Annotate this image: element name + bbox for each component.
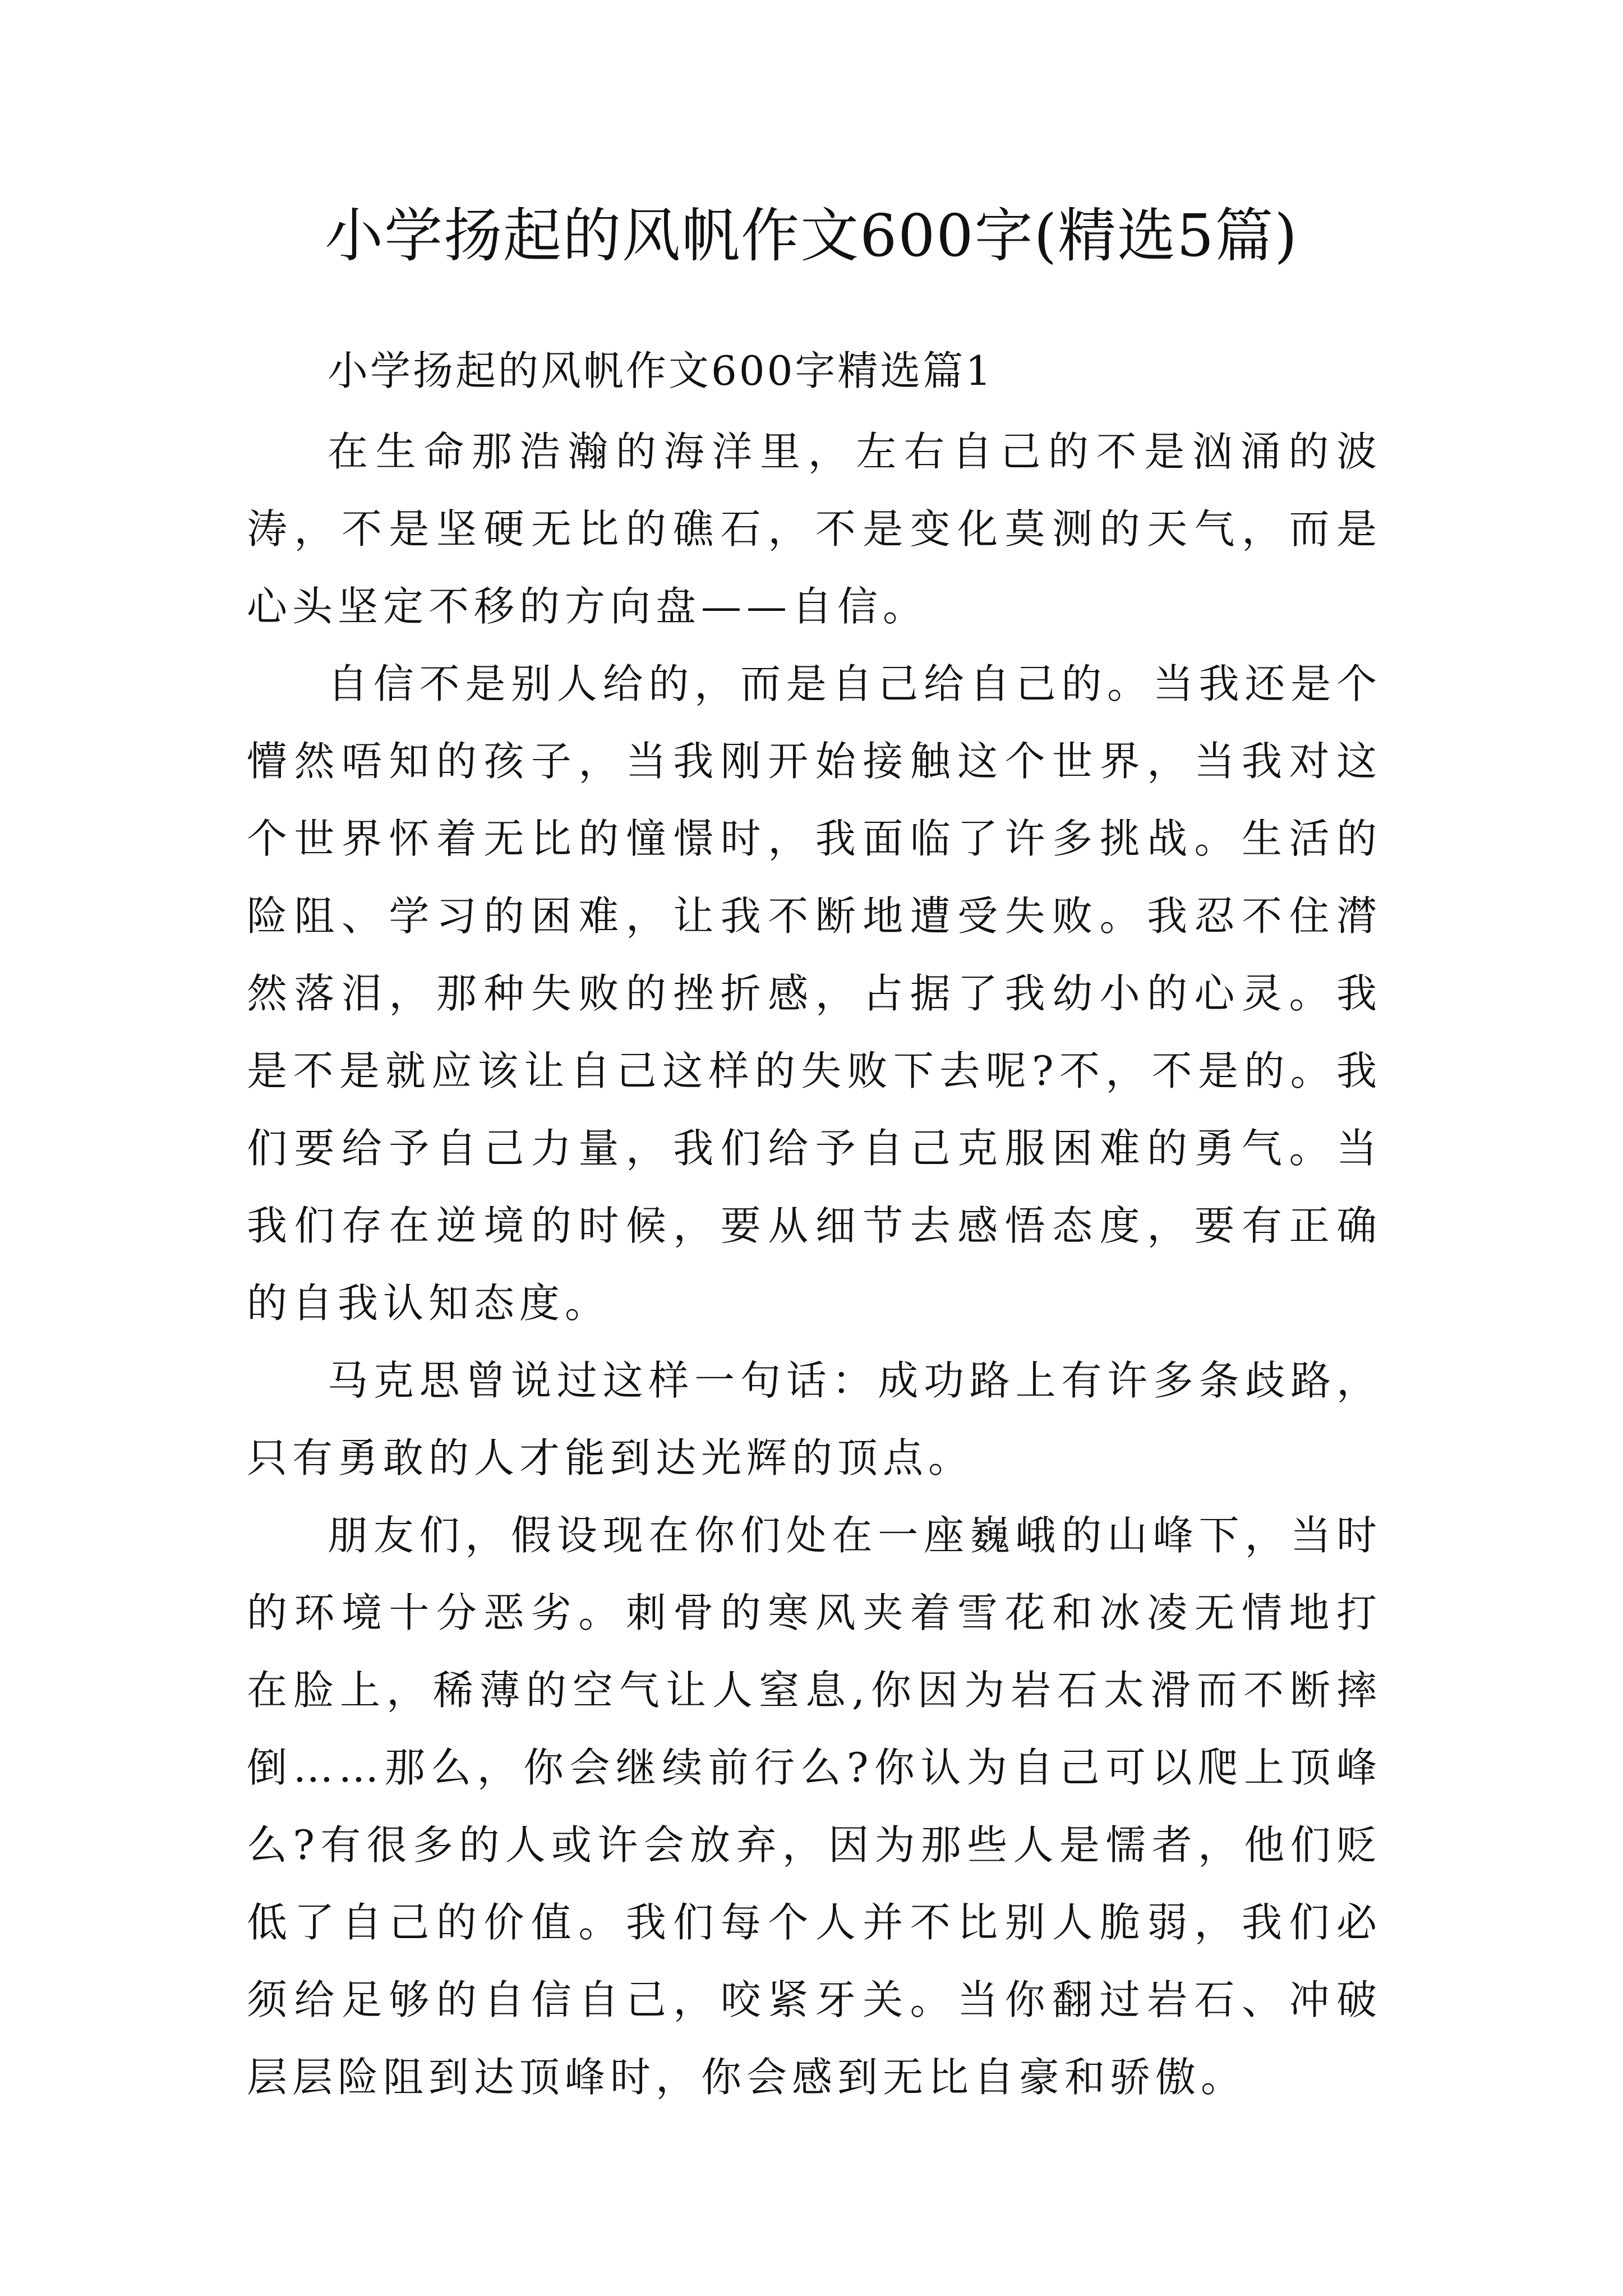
paragraph: 朋友们，假设现在你们处在一座巍峨的山峰下，当时的环境十分恶劣。刺骨的寒风夹着雪花和冰凌无情地打在脸上，稀薄的空气让人窒息,你因为岩石太滑而不断摔倒……那么，你会继续前行么?你认为自己可以爬上顶峰么?有很多的人或许会放弃，因为那些人是懦者，他们贬低了自己的价值。我们每个人并不比别人脆弱，我们必须给足够的自信自己，咬紧牙关。当你翻过岩石、冲破层层险阻到达顶峰时，你会感到无比自豪和骄傲。 [247, 1512, 1382, 2101]
document-title: 小学扬起的风帆作文600字(精选5篇) [325, 201, 1298, 270]
paragraph: 自信不是别人给的，而是自己给自己的。当我还是个懵然唔知的孩子，当我刚开始接触这个世界，当我对这个世界怀着无比的憧憬时，我面临了许多挑战。生活的险阻、学习的困难，让我不断地遭受失败。我忍不住潸然落泪，那种失败的挫折感，占据了我幼小的心灵。我是不是就应该让自己这样的失败下去呢?不，不是的。我们要给予自己力量，我们给予自己克服困难的勇气。当我们存在逆境的时候，要从细节去感悟态度，要有正确的自我认知态度。 [247, 660, 1382, 1327]
section-heading: 小学扬起的风帆作文600字精选篇1 [328, 347, 994, 394]
paragraph: 马克思曾说过这样一句话：成功路上有许多条歧路，只有勇敢的人才能到达光辉的顶点。 [247, 1357, 1382, 1481]
document-body [247, 332, 1382, 2116]
paragraph: 在生命那浩瀚的海洋里，左右自己的不是汹涌的波涛，不是坚硬无比的礁石，不是变化莫测的天气，而是心头坚定不移的方向盘——自信。 [247, 428, 1382, 630]
